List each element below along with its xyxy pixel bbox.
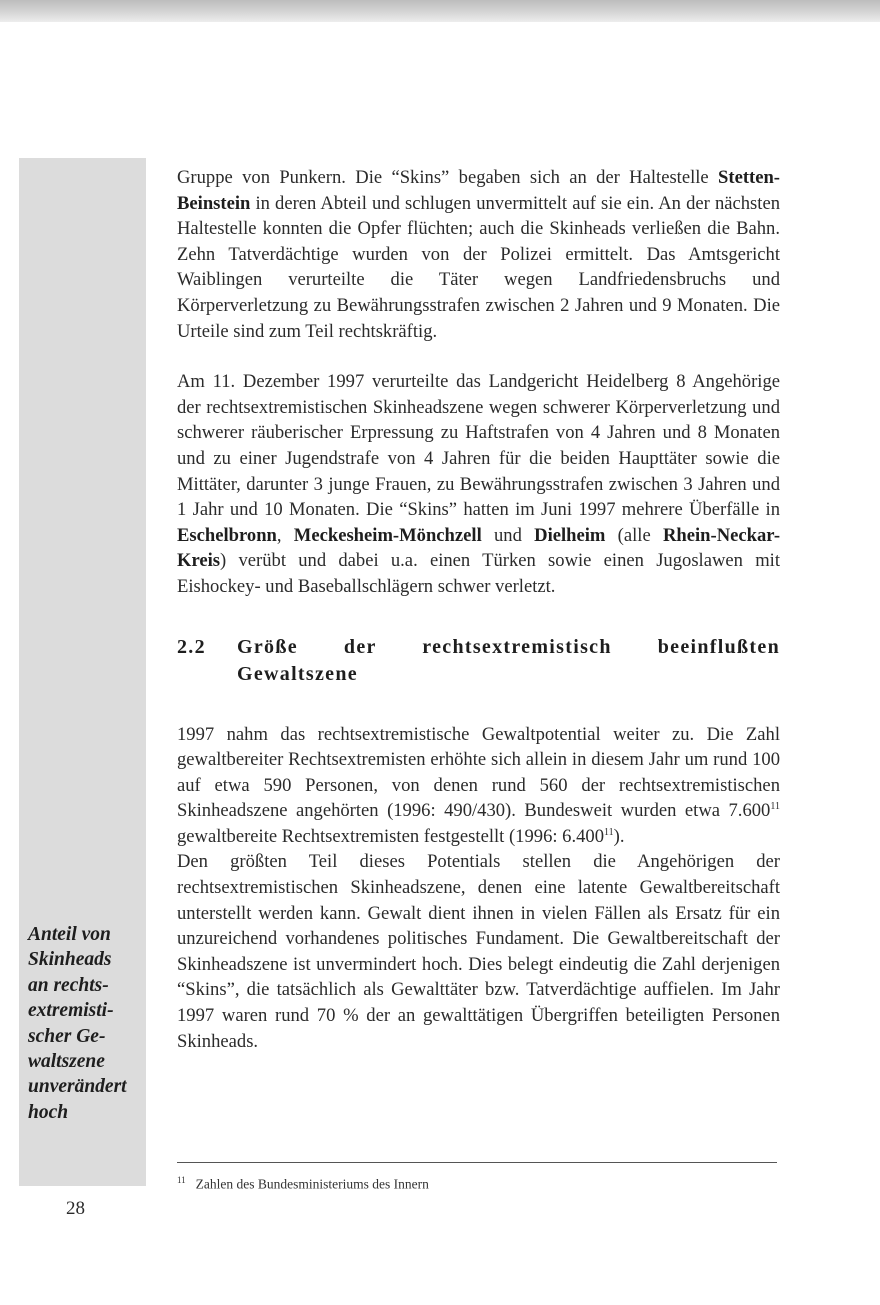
margin-note-line: scher Ge- (28, 1025, 106, 1047)
margin-note-line: Skinheads (28, 949, 112, 971)
margin-note-line: hoch (28, 1101, 69, 1123)
footnote-ref: 11 (770, 801, 780, 813)
section-heading (177, 634, 780, 688)
text-run: 1997 nahm das rechtsextremistische Gewaltpotential weiter zu. Die Zahl gewaltbereiter Rechtsextremisten erhöhte sich allein in diesem Jahr um rund 100 auf etwa 590 Personen, von denen rund 560 der rechtsextremistischen Skinheadszene angehörten (1996: 490/430). Bundesweit wurden etwa 7.600 (177, 723, 780, 822)
margin-note-line: waltszene (28, 1051, 105, 1073)
section-title: Größe der rechtsextremistisch beeinflußten Gewaltszene (237, 635, 780, 685)
footnote (177, 1171, 777, 1194)
paragraph-3 (177, 722, 780, 850)
place-name: Meckesheim-Mönchzell (293, 524, 482, 546)
margin-note-line: Anteil von (28, 924, 111, 945)
place-name: Dielheim (534, 524, 606, 546)
footnote-text: Zahlen des Bundesministeriums des Innern (195, 1176, 429, 1192)
paragraph-1 (177, 165, 780, 344)
text-run: gewaltbereite Rechtsextremisten festgestellt (1996: 6.400 (177, 825, 605, 847)
paragraph-2 (177, 369, 780, 599)
text-run: (alle (605, 524, 663, 546)
text-run: , (276, 524, 294, 546)
text-run: ). (613, 825, 625, 847)
text-run: ) verübt und dabei u.a. einen Türken sowie einen Jugoslawen mit Eishockey- und Baseballschlägern schwer verletzt. (177, 550, 780, 597)
main-text (177, 165, 780, 1054)
text-run: in deren Abteil und schlugen unvermittelt auf sie ein. An der nächsten Haltestelle konnten die Opfer flüchten; auch die Skinheads verließen die Bahn. Zehn Tatverdächtige wurden von der Polizei ermittelt. Das Amtsgericht Waiblingen verurteilte die Täter wegen Landfriedensbruchs und Körperverletzung zu Bewährungsstrafen zwischen 2 Jahren und 9 Monaten. Die Urteile sind zum Teil rechtskräftig. (177, 192, 780, 342)
place-name: Eschelbronn (177, 524, 277, 546)
text-run: Am 11. Dezember 1997 verurteilte das Landgericht Heidelberg 8 Angehörige der rechtsextremistischen Skinheadszene wegen schwerer Körperverletzung und schwerer räuberischer Erpressung zu Haftstrafen von 4 Jahren und 8 Monaten und zu einer Jugendstrafe von 4 Jahren für die beiden Haupttäter sowie die Mittäter, darunter 3 junge Frauen, zu Bewährungsstrafen zwischen 3 Jahren und 1 Jahr und 10 Monaten. Die “Skins” hatten im Juni 1997 mehrere Überfälle in (177, 371, 780, 521)
margin-note (28, 922, 146, 1125)
footnote-divider (177, 1162, 777, 1163)
footnote-ref: 11 (604, 826, 614, 838)
place-name: Rhein-Neckar-Kreis (177, 524, 781, 572)
margin-note-line: extremisti- (28, 1000, 114, 1022)
section-number: 2.2 (177, 635, 206, 658)
text-run: und (481, 524, 535, 546)
page-number: 28 (66, 1198, 85, 1219)
place-name: Stetten-Beinstein (177, 167, 780, 214)
paragraph-4: Den größten Teil dieses Potentials stellen die Angehörigen der rechtsextremistischen Skinheadszene, denen eine latente Gewaltbereitschaft unterstellt werden kann. Gewalt dient ihnen in vielen Fällen als Ersatz für ein unzureichend vorhandenes politisches Fundament. Die Gewaltbereitschaft der Skinheadszene ist unvermindert hoch. Dies belegt eindeutig die Zahl derjenigen “Skins”, die tatsächlich als Gewalttäter bzw. Tatverdächtige auffielen. Im Jahr 1997 waren rund 70 % der an gewalttätigen Übergriffen beteiligten Personen Skinheads. (177, 851, 780, 1052)
text-run: Gruppe von Punkern. Die “Skins” begaben sich an der Haltestelle (177, 167, 719, 188)
margin-note-line: an rechts- (28, 974, 109, 996)
scan-top-shadow (0, 0, 880, 22)
footnote-mark: 11 (177, 1175, 186, 1185)
margin-note-line: unverändert (28, 1076, 127, 1098)
